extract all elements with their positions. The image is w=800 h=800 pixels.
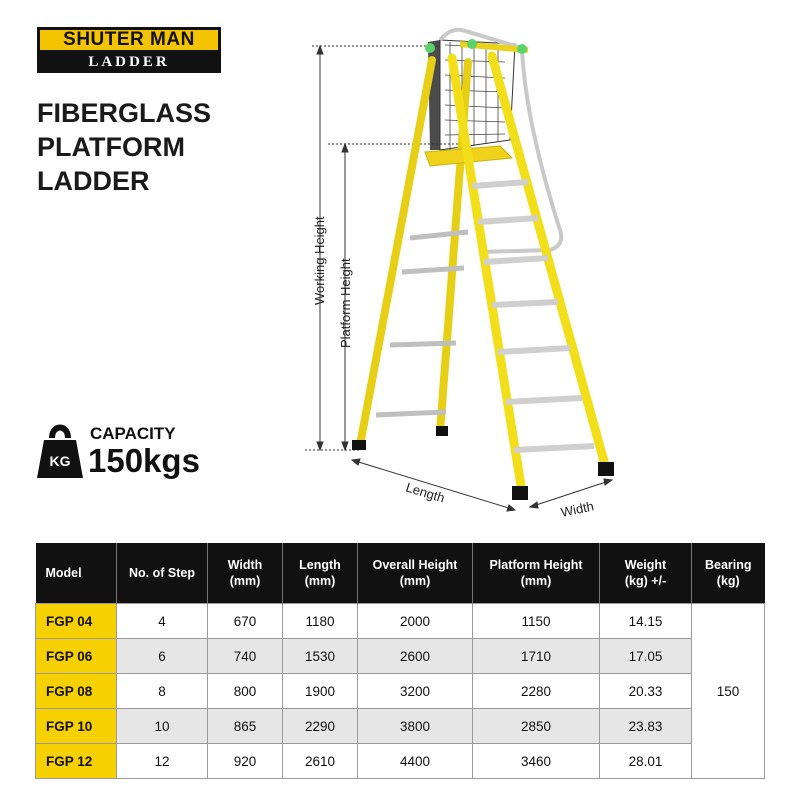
ladder-feet [352, 426, 614, 500]
cell-weight: 14.15 [600, 604, 692, 639]
front-rails [452, 56, 605, 492]
cell-width: 865 [208, 709, 283, 744]
cell-overall-height: 2000 [358, 604, 473, 639]
brand-logo [37, 27, 221, 73]
capacity-label: CAPACITY [90, 424, 176, 443]
cell-steps: 6 [117, 639, 208, 674]
length-label: Length [404, 479, 447, 506]
table-header-row [36, 543, 765, 604]
header-weight: Weight (kg) +/- [600, 543, 692, 604]
capacity-value: 150kgs [88, 442, 200, 479]
cell-model: FGP 10 [36, 709, 117, 744]
cell-width: 920 [208, 744, 283, 779]
cell-steps: 12 [117, 744, 208, 779]
header-bearing: Bearing (kg) [692, 543, 765, 604]
cell-platform-height: 1710 [473, 639, 600, 674]
cell-overall-height: 3800 [358, 709, 473, 744]
table-row [36, 709, 765, 744]
ladder-illustration [290, 25, 630, 535]
cell-model: FGP 04 [36, 604, 117, 639]
header-length: Length (mm) [283, 543, 358, 604]
cell-weight: 23.83 [600, 709, 692, 744]
header-overall-height: Overall Height (mm) [358, 543, 473, 604]
cell-platform-height: 1150 [473, 604, 600, 639]
cell-weight: 20.33 [600, 674, 692, 709]
cell-overall-height: 2600 [358, 639, 473, 674]
platform-height-label: Platform Height [338, 258, 353, 348]
cell-platform-height: 2280 [473, 674, 600, 709]
title-line-1: FIBERGLASS [37, 98, 212, 128]
cell-steps: 10 [117, 709, 208, 744]
header-platform-height: Platform Height (mm) [473, 543, 600, 604]
working-height-label: Working Height [312, 216, 327, 305]
cell-length: 2610 [283, 744, 358, 779]
cell-platform-height: 3460 [473, 744, 600, 779]
spec-table [35, 543, 765, 779]
cell-bearing: 150 [692, 604, 765, 779]
cell-platform-height: 2850 [473, 709, 600, 744]
logo-brand-text: SHUTER MAN [40, 30, 218, 50]
green-cap [467, 39, 477, 49]
table-row [36, 639, 765, 674]
product-title [37, 96, 211, 198]
logo-sub-text: LADDER [88, 53, 170, 70]
cell-width: 800 [208, 674, 283, 709]
cell-length: 2290 [283, 709, 358, 744]
rear-legs [360, 60, 468, 445]
width-label: Width [559, 498, 596, 520]
cell-weight: 17.05 [600, 639, 692, 674]
cell-length: 1900 [283, 674, 358, 709]
cell-length: 1180 [283, 604, 358, 639]
title-line-3: LADDER [37, 166, 150, 196]
cell-length: 1530 [283, 639, 358, 674]
cell-model: FGP 06 [36, 639, 117, 674]
green-cap [425, 43, 435, 53]
header-steps: No. of Step [117, 543, 208, 604]
table-row [36, 674, 765, 709]
kettlebell-weight-icon [36, 416, 84, 480]
weight-icon-text: KG [49, 453, 71, 469]
header-width: Width (mm) [208, 543, 283, 604]
cell-model: FGP 12 [36, 744, 117, 779]
cell-steps: 8 [117, 674, 208, 709]
cell-weight: 28.01 [600, 744, 692, 779]
green-cap [517, 44, 527, 54]
header-model: Model [36, 543, 117, 604]
cell-width: 670 [208, 604, 283, 639]
table-row [36, 744, 765, 779]
cell-width: 740 [208, 639, 283, 674]
table-row [36, 604, 765, 639]
cell-overall-height: 4400 [358, 744, 473, 779]
title-line-2: PLATFORM [37, 132, 185, 162]
cell-model: FGP 08 [36, 674, 117, 709]
cell-overall-height: 3200 [358, 674, 473, 709]
cell-steps: 4 [117, 604, 208, 639]
